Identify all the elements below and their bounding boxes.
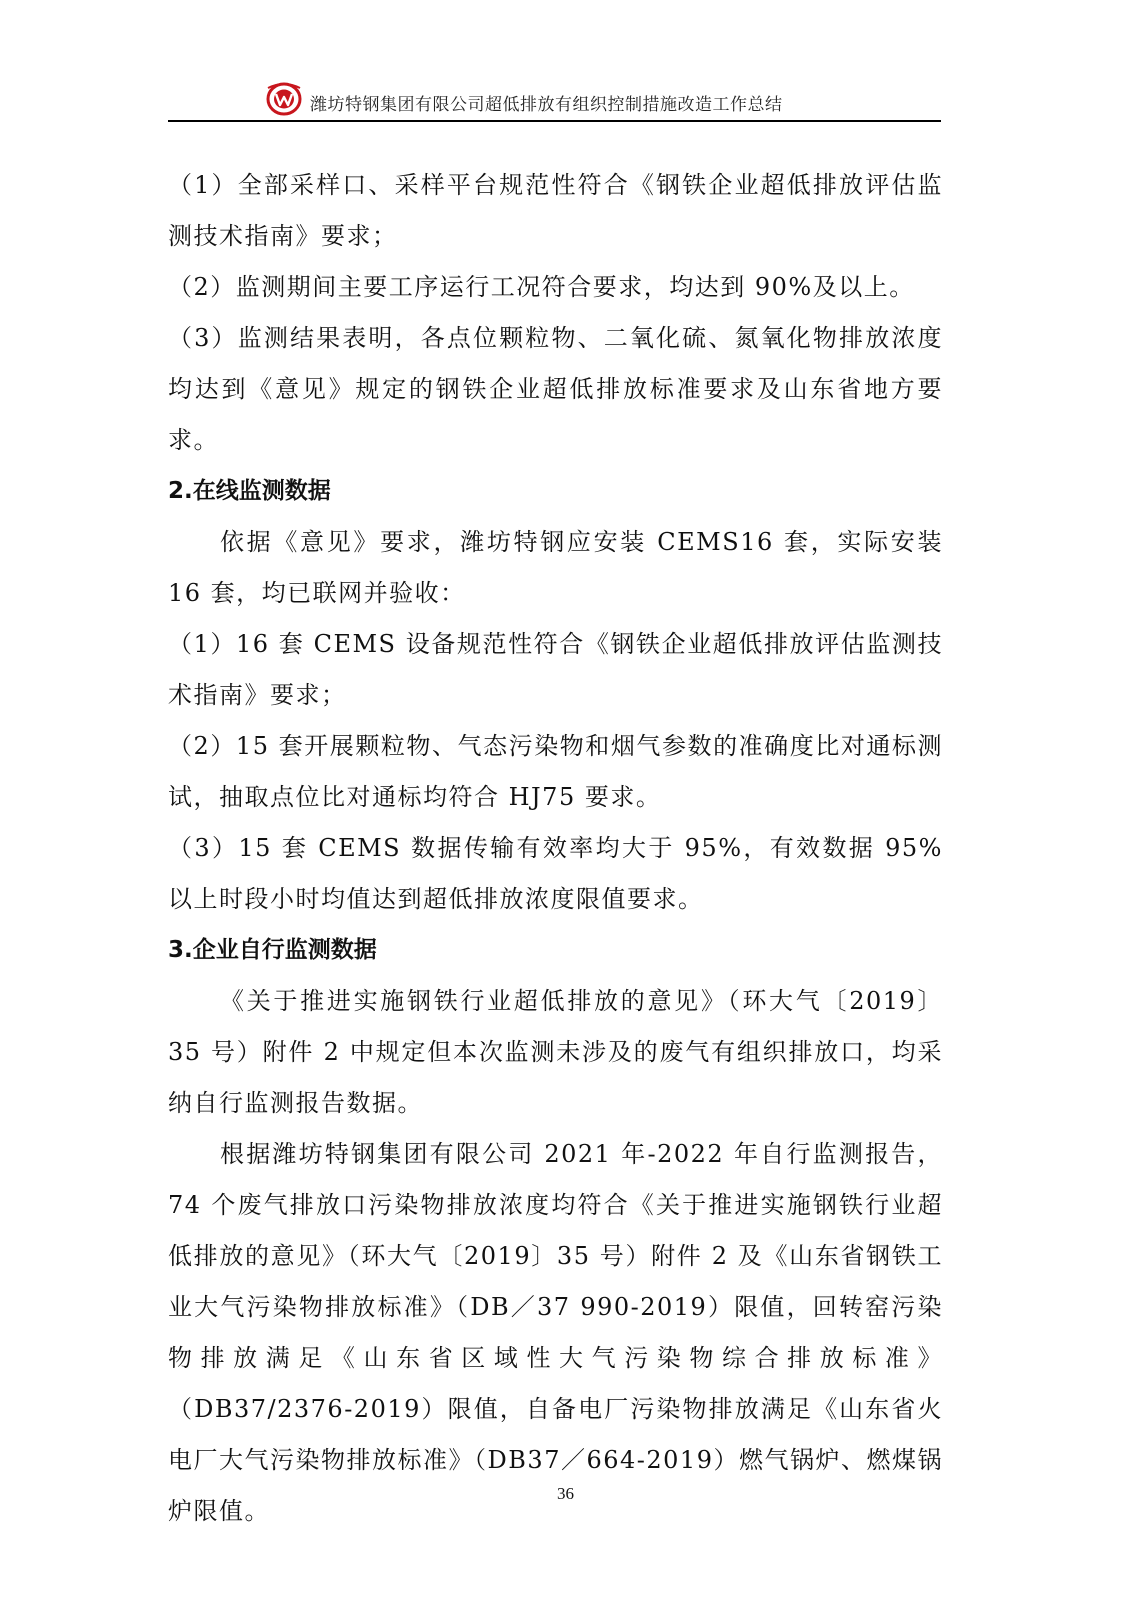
page-number: 36 [557,1484,574,1503]
document-body [168,160,943,1537]
paragraph-sampling-ports: （1）全部采样口、采样平台规范性符合《钢铁企业超低排放评估监测技术指南》要求； [168,171,943,250]
paragraph-cems-install: 依据《意见》要求，潍坊特钢应安装 CEMS16 套，实际安装 16 套，均已联网并验收： [168,528,943,607]
header-title: 潍坊特钢集团有限公司超低排放有组织控制措施改造工作总结 [310,95,783,115]
section-heading-self-monitoring: 3.企业自行监测数据 [168,937,377,963]
page-header [168,80,941,122]
paragraph-cems-compliance: （1）16 套 CEMS 设备规范性符合《钢铁企业超低排放评估监测技术指南》要求； [168,630,943,709]
paragraph-cems-transmission: （3）15 套 CEMS 数据传输有效率均大于 95%，有效数据 95%以上时段小时均值达到超低排放浓度限值要求。 [168,834,943,913]
paragraph-monitoring-results: （3）监测结果表明，各点位颗粒物、二氧化硫、氮氧化物排放浓度均达到《意见》规定的钢铁企业超低排放标准要求及山东省地方要求。 [168,324,943,454]
company-logo-icon [266,82,302,116]
paragraph-self-monitoring-report: 根据潍坊特钢集团有限公司 2021 年-2022 年自行监测报告，74 个废气排放口污染物排放浓度均符合《关于推进实施钢铁行业超低排放的意见》（环大气〔2019〕35 号）附件 2 及《山东省钢铁工业大气污染物排放标准》（DB／37 990-2019）限值，回转窑污染物排放满足《山东省区域性大气污染物综合排放标准》（DB37/2376-2019）限值，自备电厂污染物排放满足《山东省火电厂大气污染物排放标准》（DB37／664-2019）燃气锅炉、燃煤锅炉限值。 [168,1140,943,1525]
paragraph-cems-comparison-test: （2）15 套开展颗粒物、气态污染物和烟气参数的准确度比对通标测试，抽取点位比对通标均符合 HJ75 要求。 [168,732,943,811]
paragraph-operating-conditions: （2）监测期间主要工序运行工况符合要求，均达到 90%及以上。 [168,273,915,301]
section-heading-online-monitoring: 2.在线监测数据 [168,478,331,504]
paragraph-self-monitoring-scope: 《关于推进实施钢铁行业超低排放的意见》（环大气〔2019〕35 号）附件 2 中规定但本次监测未涉及的废气有组织排放口，均采纳自行监测报告数据。 [168,987,943,1117]
